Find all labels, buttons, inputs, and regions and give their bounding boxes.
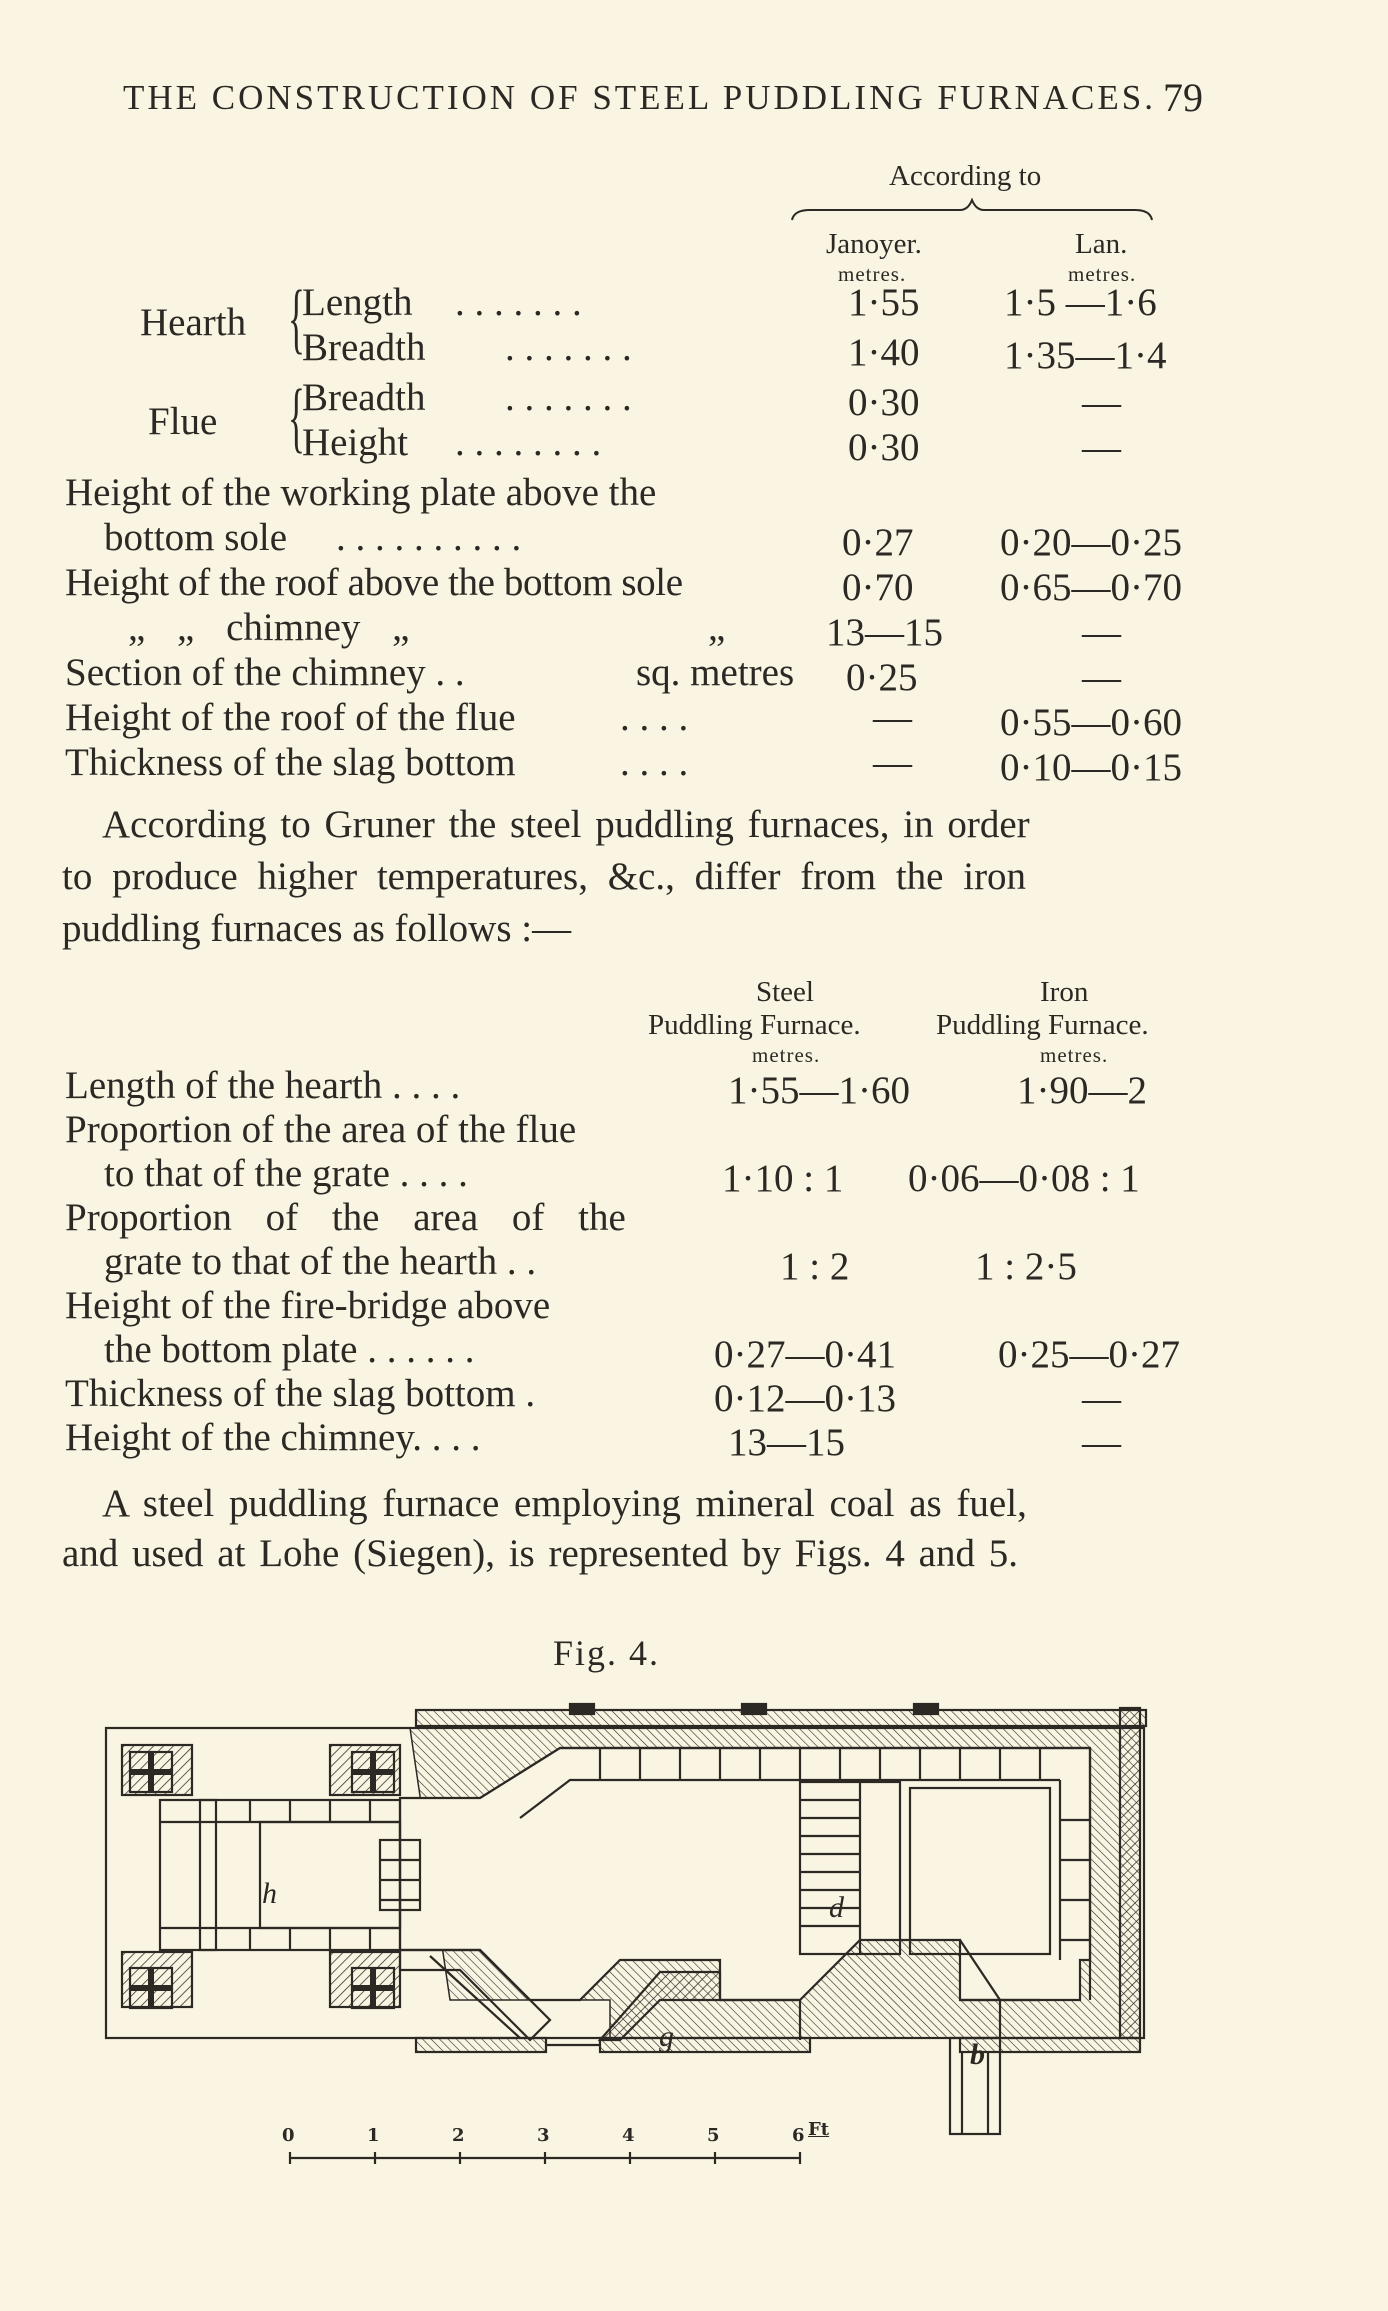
row-aux: sq. metres bbox=[636, 651, 795, 694]
val-iron: 1 : 2·5 bbox=[975, 1245, 1077, 1288]
row-label: Breadth bbox=[302, 376, 426, 419]
row-leader: . . . . . . . . . . bbox=[336, 516, 522, 559]
val-lan: — bbox=[1082, 656, 1121, 699]
val-iron: 1·90—2 bbox=[1017, 1069, 1147, 1112]
row-label: Height bbox=[302, 421, 409, 464]
row-label: Height of the fire-bridge above bbox=[65, 1284, 551, 1327]
row-leader: . . . . bbox=[620, 741, 689, 784]
paragraph-line: According to Gruner the steel puddling furnaces, in order bbox=[102, 803, 1030, 846]
row-label: Length of the hearth . . . . bbox=[65, 1064, 461, 1107]
row-label: Breadth bbox=[302, 326, 426, 369]
row-label: Height of the roof of the flue bbox=[65, 696, 516, 739]
val-iron: — bbox=[1082, 1377, 1121, 1420]
val-steel: 1·55—1·60 bbox=[728, 1069, 910, 1112]
row-label: Height of the working plate above the bbox=[65, 471, 657, 514]
scale-tick: 3 bbox=[537, 2125, 550, 2146]
paragraph-line: and used at Lohe (Siegen), is represented by Figs. 4 and 5. bbox=[62, 1532, 1018, 1575]
label-d: d bbox=[829, 1891, 844, 1924]
col-iron-unit: metres. bbox=[1040, 1043, 1109, 1067]
val-janoyer: — bbox=[873, 696, 912, 739]
paragraph-line: A steel puddling furnace employing mineral coal as fuel, bbox=[102, 1482, 1027, 1525]
row-label: „ „ chimney „ bbox=[128, 606, 410, 649]
col-janoyer: Janoyer. bbox=[826, 228, 922, 260]
val-janoyer: 13—15 bbox=[826, 611, 943, 654]
val-lan: 0·10—0·15 bbox=[1000, 746, 1182, 789]
val-lan: 1·5 —1·6 bbox=[1004, 281, 1157, 324]
val-iron: — bbox=[1082, 1421, 1121, 1464]
group-flue: Flue bbox=[148, 400, 218, 443]
val-steel: 13—15 bbox=[728, 1421, 845, 1464]
val-lan: 0·55—0·60 bbox=[1000, 701, 1182, 744]
row-leader: . . . . . . . . bbox=[455, 421, 602, 464]
val-janoyer: 1·40 bbox=[848, 331, 920, 374]
according-to-heading: According to bbox=[889, 160, 1042, 192]
running-title: THE CONSTRUCTION OF STEEL PUDDLING FURNACES. bbox=[123, 78, 1156, 117]
val-iron: 0·25—0·27 bbox=[998, 1333, 1180, 1376]
row-label: Proportion of the area of the bbox=[65, 1196, 626, 1239]
page-number: 79 bbox=[1163, 75, 1203, 120]
row-label: Thickness of the slag bottom bbox=[65, 741, 516, 784]
scale-tick: 6 bbox=[792, 2125, 805, 2146]
figure-caption: Fig. 4. bbox=[553, 1633, 661, 1673]
row-label: Proportion of the area of the flue bbox=[65, 1108, 577, 1151]
row-label: Section of the chimney . . bbox=[65, 651, 465, 694]
row-label: Height of the chimney. . . . bbox=[65, 1416, 481, 1459]
scale-tick: 5 bbox=[707, 2125, 720, 2146]
row-label: Height of the roof above the bottom sole bbox=[65, 561, 683, 604]
row-label: the bottom plate . . . . . . bbox=[104, 1328, 475, 1371]
col-steel-line2: Puddling Furnace. bbox=[648, 1009, 861, 1041]
row-label: Thickness of the slag bottom . bbox=[65, 1372, 536, 1415]
val-janoyer: 0·70 bbox=[842, 566, 914, 609]
flue-brace: { bbox=[288, 373, 305, 460]
row-label: grate to that of the hearth . . bbox=[104, 1240, 537, 1283]
row-aux: „ bbox=[708, 606, 726, 649]
scale-tick: 1 bbox=[367, 2125, 380, 2146]
furnace-plan-drawing bbox=[100, 1700, 1160, 2170]
row-label: Length bbox=[302, 281, 413, 324]
col-iron-line1: Iron bbox=[1040, 976, 1089, 1008]
val-lan: — bbox=[1082, 381, 1121, 424]
paragraph-line: puddling furnaces as follows :— bbox=[62, 907, 572, 950]
val-janoyer: 0·27 bbox=[842, 521, 914, 564]
val-lan: — bbox=[1082, 426, 1121, 469]
val-janoyer: 0·30 bbox=[848, 381, 920, 424]
col-steel-line1: Steel bbox=[756, 976, 814, 1008]
val-janoyer: 0·25 bbox=[846, 656, 918, 699]
val-steel: 0·12—0·13 bbox=[714, 1377, 896, 1420]
val-janoyer: 0·30 bbox=[848, 426, 920, 469]
col-steel-unit: metres. bbox=[752, 1043, 821, 1067]
val-lan: 0·65—0·70 bbox=[1000, 566, 1182, 609]
col-janoyer-unit: metres. bbox=[838, 262, 907, 286]
column-group-brace bbox=[790, 198, 1155, 224]
label-g: g bbox=[659, 2020, 674, 2053]
group-hearth: Hearth bbox=[140, 301, 247, 344]
col-iron-line2: Puddling Furnace. bbox=[936, 1009, 1149, 1041]
label-h: h bbox=[262, 1877, 277, 1910]
scale-tick: 0 bbox=[282, 2125, 295, 2146]
val-lan: 0·20—0·25 bbox=[1000, 521, 1182, 564]
val-janoyer: — bbox=[873, 741, 912, 784]
row-label: bottom sole bbox=[104, 516, 288, 559]
scale-tick: 2 bbox=[452, 2125, 465, 2146]
row-label: to that of the grate . . . . bbox=[104, 1152, 468, 1195]
row-leader: . . . . . . . bbox=[505, 326, 632, 369]
val-lan: 1·35—1·4 bbox=[1004, 334, 1167, 377]
row-leader: . . . . . . . bbox=[455, 281, 582, 324]
row-leader: . . . . . . . bbox=[505, 376, 632, 419]
scale-unit: Ft bbox=[808, 2119, 830, 2140]
val-steel: 1·10 : 1 bbox=[722, 1157, 844, 1200]
val-lan: — bbox=[1082, 611, 1121, 654]
val-steel: 0·27—0·41 bbox=[714, 1333, 896, 1376]
col-lan-unit: metres. bbox=[1068, 262, 1137, 286]
paragraph-line: to produce higher temperatures, &c., differ from the iron bbox=[62, 855, 1027, 898]
hearth-brace: { bbox=[288, 274, 305, 361]
row-leader: . . . . bbox=[620, 696, 689, 739]
label-b: b bbox=[970, 2038, 985, 2071]
col-lan: Lan. bbox=[1075, 228, 1128, 260]
scale-tick: 4 bbox=[622, 2125, 635, 2146]
val-janoyer: 1·55 bbox=[848, 281, 920, 324]
val-steel: 1 : 2 bbox=[780, 1245, 850, 1288]
val-iron: 0·06—0·08 : 1 bbox=[908, 1157, 1140, 1200]
